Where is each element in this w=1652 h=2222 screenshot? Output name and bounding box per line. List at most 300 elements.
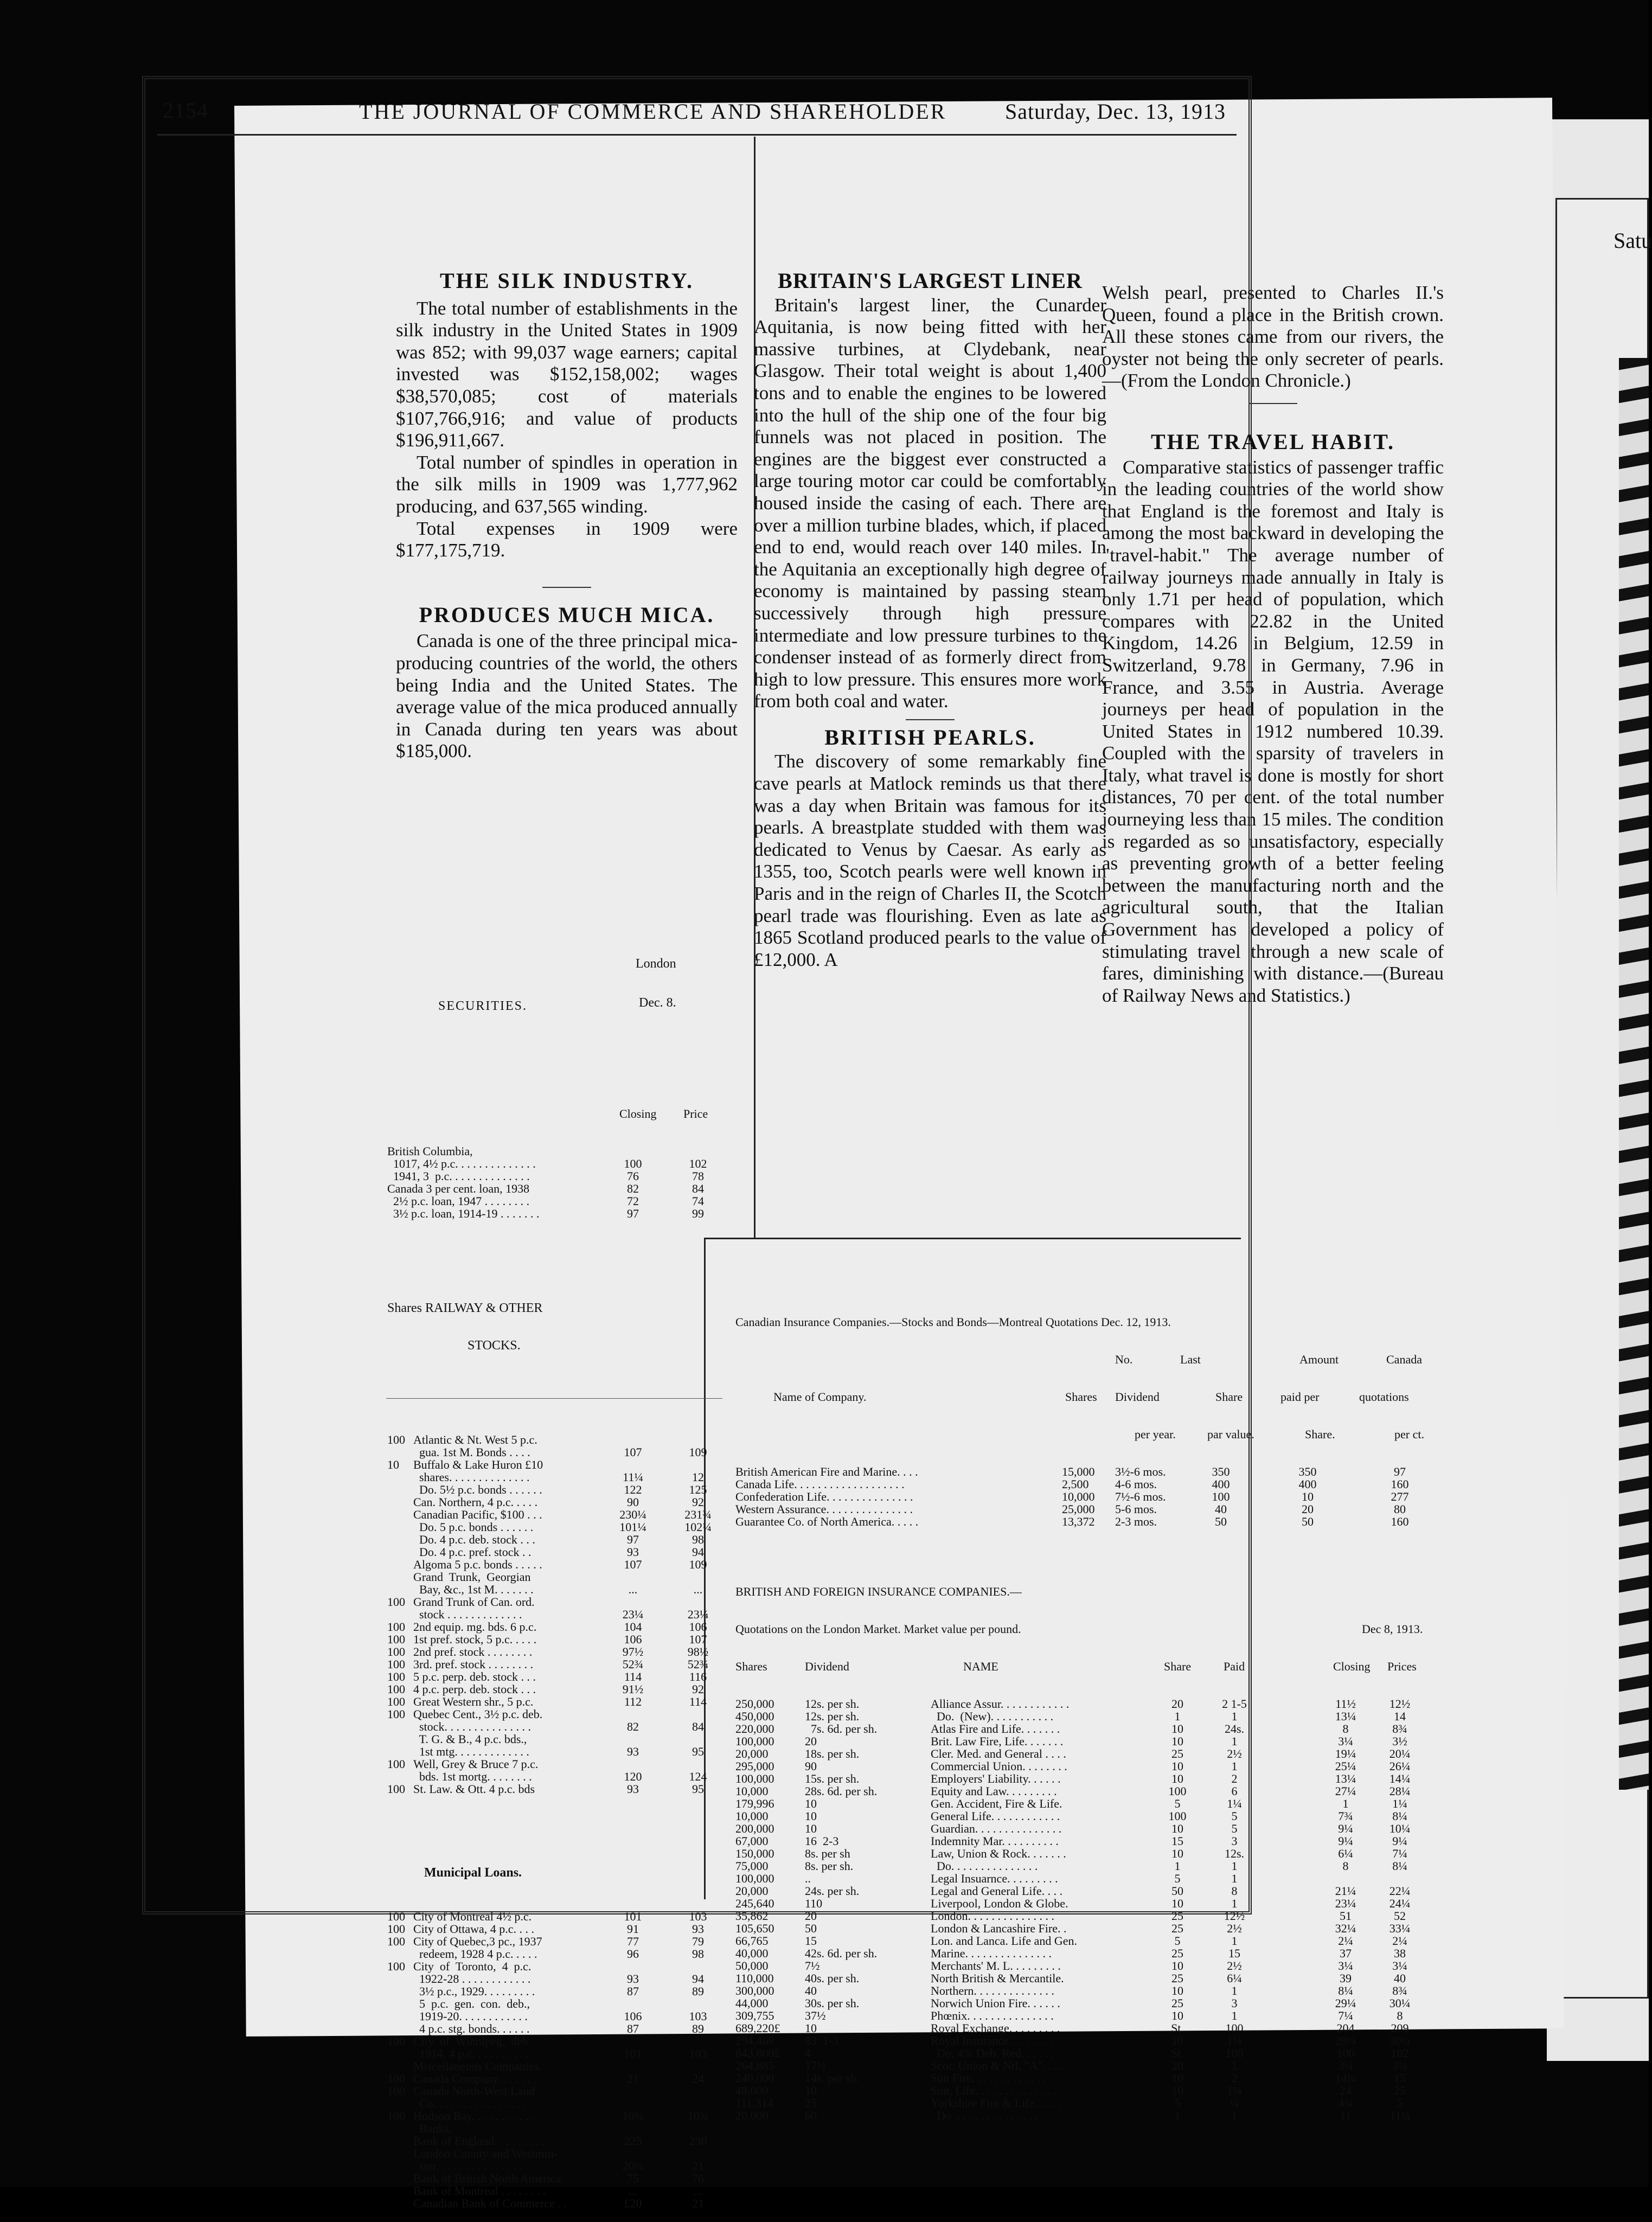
closing-value: 76 <box>627 1169 639 1183</box>
closing-value: 3¼ <box>1338 1959 1353 1973</box>
stock-name: Grand Trunk, Georgian <box>413 1570 531 1584</box>
stock-name: 2nd pref. stock . . . . . . . . <box>413 1645 533 1659</box>
amount-paid: 350 <box>1298 1465 1317 1478</box>
dividend: 10 <box>805 2084 817 2097</box>
dividend: 15s. per sh. <box>805 1772 860 1785</box>
table-row <box>386 1720 722 1733</box>
municipal-title: Municipal Loans. <box>424 1866 522 1880</box>
closing-value: 51 <box>1340 1909 1352 1923</box>
shares-count: 10,000 <box>1062 1490 1095 1503</box>
closing-value: 7¾ <box>1338 1809 1353 1823</box>
company-name: Law, Union & Rock. . . . . . . <box>931 1847 1066 1860</box>
dividend: .. <box>805 1872 811 1885</box>
loan-name: City of Montreal 4½ p.c. <box>413 1910 532 1923</box>
closing-value: 114 <box>624 1670 642 1683</box>
dividend: 12s. per sh. <box>805 1697 860 1711</box>
paid-value: 24s. <box>1224 1722 1245 1736</box>
table-row <box>386 1745 722 1758</box>
share-value: 100 <box>387 2072 405 2085</box>
closing-value: 91½ <box>622 1682 644 1696</box>
price-value: 21 <box>692 2159 704 2173</box>
loan-name: City of Ottawa, 4 p.c. . . . <box>413 1922 535 1936</box>
price-value: 15 <box>1394 2071 1406 2085</box>
price-value: 11¼ <box>1390 2109 1410 2122</box>
closing-value: 104 <box>624 1620 642 1634</box>
closing-value: 52¾ <box>622 1657 644 1671</box>
table-row <box>735 2059 1451 2072</box>
share-value: 10 <box>1171 1759 1183 1773</box>
price-value: 8¾ <box>1392 1722 1407 1736</box>
paid-value: 2 <box>1231 1772 1238 1785</box>
company-name: Do. 4% Deb. Red. . . . . . <box>931 2046 1054 2060</box>
stock-name: Atlantic & Nt. West 5 p.c. <box>413 1433 537 1446</box>
silk-article <box>396 270 738 763</box>
price-value: 52 <box>1394 1909 1406 1923</box>
share-value: 100 <box>387 1645 405 1659</box>
paid-value: 8 <box>1231 1884 1238 1898</box>
share-value: 100 <box>387 1935 405 1948</box>
table-row <box>386 2135 722 2147</box>
loan-name: Co. . . . . . . . . . . . . . . . <box>413 2097 526 2110</box>
price-value: 28¼ <box>1389 1784 1411 1798</box>
column-header: Shares <box>1065 1390 1097 1404</box>
shares-count: 20,000 <box>735 1884 769 1898</box>
column-header: Dividend <box>805 1660 849 1673</box>
price-value: 7¼ <box>1392 1847 1407 1860</box>
closing-value: 9¼ <box>1338 1822 1353 1835</box>
column-header: NAME <box>963 1660 998 1673</box>
par-value: 40 <box>1215 1502 1227 1516</box>
paid-value: 1 <box>1231 1897 1238 1910</box>
dividend: 4 <box>805 2046 811 2060</box>
table-row <box>386 1471 722 1483</box>
table-row <box>386 2010 722 2022</box>
share-value: 100 <box>1168 1784 1187 1798</box>
table-row <box>735 1822 1451 1835</box>
share-value: 10 <box>1171 1897 1183 1910</box>
company-name: Legal Insuarnce. . . . . . . . . <box>931 1872 1058 1885</box>
shares-count: 67,000 <box>735 1834 769 1848</box>
stock-name: shares. . . . . . . . . . . . . . <box>413 1470 530 1484</box>
closing-value: 1 <box>1342 1797 1349 1810</box>
closing-value: 13¼ <box>1335 1709 1356 1723</box>
table-row <box>735 1997 1451 2009</box>
closing-value: 23¼ <box>1335 1897 1356 1910</box>
liner-title: BRITAIN'S LARGEST LINER <box>778 268 1083 293</box>
price-value: 8¼ <box>1392 1859 1407 1873</box>
company-name: Commercial Union. . . . . . . . <box>931 1759 1067 1773</box>
paid-value: 5 <box>1231 1822 1238 1835</box>
shares-subtitle: STOCKS. <box>468 1339 521 1353</box>
closing-value: 96 <box>627 1947 639 1961</box>
share-value: 5 <box>1174 2096 1181 2110</box>
closing-value: 11 <box>1340 2109 1352 2122</box>
stock-name: 2nd equip. mg. bds. 6 p.c. <box>413 1620 537 1634</box>
table-row <box>735 1710 1451 1722</box>
share-value: 100 <box>387 1960 405 1973</box>
table-row <box>735 1810 1451 1822</box>
column-header: paid per <box>1280 1390 1320 1404</box>
share-value: 100 <box>387 1910 405 1923</box>
closing-value: 122 <box>624 1483 642 1496</box>
closing-value: 24 <box>1340 2084 1352 2097</box>
page-number: 2154 <box>163 98 208 123</box>
table-row <box>735 1490 1451 1503</box>
price-value: 1¼ <box>1392 1797 1407 1810</box>
closing-value: 112 <box>624 1695 642 1708</box>
table-row <box>386 1633 722 1645</box>
dividend: 90 <box>805 1759 817 1773</box>
closing-value: 39 <box>1340 1971 1352 1985</box>
paid-value: 1¼ <box>1227 2084 1242 2097</box>
shares-count: 66,765 <box>735 1934 769 1948</box>
table-row <box>386 1508 722 1521</box>
table-row <box>386 1645 722 1658</box>
share-value: 10 <box>1171 1847 1183 1860</box>
company-name: London. . . . . . . . . . . . . . . <box>931 1909 1054 1923</box>
price-value: 92 <box>692 1495 704 1509</box>
stock-name: bds. 1st mortg. . . . . . . . <box>413 1770 532 1783</box>
pearls-paragraph: The discovery of some remarkably fine cave pearls at Matlock reminds us that there was a day when Britain was famous for its pearls. A breastplate studded with them was dedicated to Venus by Caesar. As early as 1355, too, Scotch pearls were well known in Paris and in the reign of Charles II, the Scotch pearl trade was flourishing. Even as late as 1865 Scotland produced pearls to the value of £12,000. A <box>754 751 1106 970</box>
shares-count: 44,000 <box>735 1996 769 2010</box>
stock-name: T. G. & B., 4 p.c. bds., <box>413 1732 527 1746</box>
share-value: 50 <box>1171 1884 1183 1898</box>
share-value: 25 <box>1171 1909 1183 1923</box>
table-row <box>735 1910 1451 1922</box>
shares-count: 294,468 <box>735 2034 774 2047</box>
table-row <box>386 1973 722 1985</box>
price-value: 26¼ <box>1389 1759 1411 1773</box>
closing-value: 19¼ <box>1335 1747 1356 1760</box>
shares-count: 245,640 <box>735 1897 774 1910</box>
silk-paragraph: Total expenses in 1909 were $177,175,719. <box>396 517 738 561</box>
price-value: 74 <box>692 1194 704 1208</box>
company-name: Canada Life. . . . . . . . . . . . . . . . . . . <box>735 1477 905 1491</box>
table-row <box>386 1496 722 1508</box>
table-row <box>735 1478 1451 1490</box>
loan-name: Banks. <box>413 2122 452 2135</box>
price-value: 14 <box>1394 1709 1406 1723</box>
journal-title: THE JOURNAL OF COMMERCE AND SHAREHOLDER <box>359 99 947 124</box>
silk-paragraph: The total number of establishments in the silk industry in the United States in 1909 was 852; with 99,037 wage earners; capital invested was $152,158,002; wages $38,570,085; cost of materials $107,766,916; and value of products $196,911,667. <box>396 297 738 451</box>
table-row <box>735 1698 1451 1710</box>
price-value: 8¾ <box>1392 1984 1407 1997</box>
price-value: 125 <box>689 1483 707 1496</box>
paid-value: 1 <box>1231 1934 1238 1948</box>
share-value: 5 <box>1174 1872 1181 1885</box>
table-row <box>735 1772 1451 1785</box>
paid-value: 1 <box>1231 1872 1238 1885</box>
table-row <box>735 1747 1451 1760</box>
shares-count: 150,000 <box>735 1847 774 1860</box>
price-value: 95 <box>692 1782 704 1796</box>
table-row <box>386 2035 722 2047</box>
column-header: Dividend <box>1115 1390 1160 1404</box>
table-row <box>735 2072 1451 2084</box>
price-value: 95 <box>692 1745 704 1758</box>
loan-name: City of Quebec,3 pc., 1937 <box>413 1935 542 1948</box>
closing-value: 2¼ <box>1338 1934 1353 1948</box>
price-value: 8 <box>1397 2009 1403 2022</box>
paid-value: 6¼ <box>1227 1971 1242 1985</box>
shares-count: 50,000 <box>735 1959 769 1973</box>
share-value: 100 <box>387 1620 405 1634</box>
table-row <box>386 2197 722 2210</box>
price-value: 114 <box>689 1695 707 1708</box>
security-name: Canada 3 per cent. loan, 1938 <box>387 1182 530 1195</box>
price-value: 103 <box>689 2047 707 2060</box>
closing-value: 107 <box>624 1445 642 1459</box>
table-row <box>735 2022 1451 2034</box>
stock-name: Quebec Cent., 3½ p.c. deb. <box>413 1707 543 1721</box>
table-row <box>386 1658 722 1670</box>
share-value: 20 <box>1171 1697 1183 1711</box>
dividend: 20 <box>805 1734 817 1748</box>
share-value: 10 <box>1171 2084 1183 2097</box>
shares-count: 200,000 <box>735 1822 774 1835</box>
price-value: 94 <box>692 1545 704 1559</box>
company-name: London & Lancashire Fire. . <box>931 1922 1067 1935</box>
company-name: Western Assurance. . . . . . . . . . . . . . . <box>735 1502 913 1516</box>
company-name: Merchants' M. L. . . . . . . . . <box>931 1959 1061 1973</box>
loan-name: Bank of England. . . . . . . . . <box>413 2134 545 2148</box>
closing-value: 106 <box>624 2009 642 2023</box>
table-row <box>735 1947 1451 1960</box>
price-value: 10¾ <box>687 2109 709 2123</box>
closing-value: 101 <box>624 2047 642 2060</box>
price-value: 109 <box>689 1558 707 1571</box>
price-value: 102 <box>1391 2046 1409 2060</box>
company-name: Sun, Life. . . . . . . . . . . . . . <box>931 2084 1056 2097</box>
closing-value: 8 <box>1342 1722 1349 1736</box>
column-header: Last <box>1180 1353 1201 1366</box>
paid-value: 1 <box>1231 2009 1238 2022</box>
table-row <box>386 2185 722 2197</box>
securities-title: SECURITIES. <box>438 999 528 1013</box>
share-value: 100 <box>387 1682 405 1696</box>
closing-value: 8¼ <box>1338 1984 1353 1997</box>
price-value: 52¾ <box>687 1657 709 1671</box>
price-value: 102 <box>689 1157 707 1170</box>
stock-name: stock. . . . . . . . . . . . . . . <box>413 1720 531 1733</box>
dividend: 8s. per sh. <box>805 1859 854 1873</box>
company-name: Alliance Assur. . . . . . . . . . . . <box>931 1697 1070 1711</box>
table-row <box>386 2172 722 2185</box>
column-header: Name of Company. <box>773 1390 867 1404</box>
pearls-continued <box>1102 282 1444 1007</box>
quotation: 160 <box>1391 1515 1409 1528</box>
dividend: 3½-6 mos. <box>1115 1465 1166 1478</box>
price-value: 89 <box>692 1984 704 1998</box>
company-name: Indemnity Mar. . . . . . . . . . <box>931 1834 1059 1848</box>
closing-value: 77 <box>627 1935 639 1948</box>
par-value: 100 <box>1212 1490 1230 1503</box>
price-value: 89 <box>692 2022 704 2035</box>
stock-name: Do. 5 p.c. bonds . . . . . . <box>413 1520 534 1534</box>
stock-name: Well, Grey & Bruce 7 p.c. <box>413 1757 539 1771</box>
table-row <box>386 1583 722 1596</box>
price-value: 2¼ <box>1392 1934 1407 1948</box>
closing-value: 75 <box>627 2172 639 2185</box>
table-row <box>386 2110 722 2122</box>
dividend: 42s. 6d. per sh. <box>805 1946 878 1960</box>
shares-count: 309,755 <box>735 2009 774 2022</box>
company-name: British American Fire and Marine. . . . <box>735 1465 918 1478</box>
table-row <box>735 1885 1451 1897</box>
dividend: 18s. per sh. <box>805 1747 860 1760</box>
issue-date: Saturday, Dec. 13, 1913 <box>1005 99 1226 124</box>
column-header: Shares <box>735 1660 767 1673</box>
price-value: 14¼ <box>1389 1772 1411 1785</box>
closing-header: Closing <box>619 1107 657 1120</box>
shares-count: 15,000 <box>1062 1465 1095 1478</box>
table-row <box>386 2085 722 2097</box>
company-name: Employers' Liability. . . . . . <box>931 1772 1061 1785</box>
stock-name: 3rd. pref. stock . . . . . . . . <box>413 1657 534 1671</box>
price-value: 5 <box>1397 2096 1403 2110</box>
security-name: 1017, 4½ p.c. . . . . . . . . . . . . . <box>387 1157 536 1170</box>
company-name: Royal Insurance. . . . . . . . . <box>931 2034 1060 2047</box>
loan-name: 3½ p.c., 1929. . . . . . . . . <box>413 1984 535 1998</box>
paid-value: 1¼ <box>1227 2034 1242 2047</box>
share-value: 25 <box>1171 1922 1183 1935</box>
price-value: 107 <box>689 1632 707 1646</box>
closing-value: 21¼ <box>1335 1884 1356 1898</box>
closing-value: 23¼ <box>622 1608 644 1621</box>
table-row <box>735 1935 1451 1947</box>
mica-title: PRODUCES MUCH MICA. <box>419 602 715 627</box>
dividend: 40s. per sh. <box>805 1971 860 1985</box>
closing-value: 230¼ <box>619 1508 646 1521</box>
column-header: Prices <box>1387 1660 1417 1673</box>
paid-value: 1 <box>1231 2109 1238 2122</box>
dividend: 7s. 6d. per sh. <box>805 1722 878 1736</box>
closing-value: 82 <box>627 1720 639 1733</box>
closing-value: 91 <box>627 1922 639 1936</box>
divider <box>1248 403 1297 404</box>
closing-value: 87 <box>627 1984 639 1998</box>
table-row <box>386 1546 722 1558</box>
share-value: St. <box>1171 2021 1184 2035</box>
table-row <box>386 1758 722 1770</box>
stock-name: Bay, &c., 1st M. . . . . . . <box>413 1583 534 1596</box>
security-name: 2½ p.c. loan, 1947 . . . . . . . . <box>387 1194 530 1208</box>
table-row <box>735 1735 1451 1747</box>
table-row <box>386 1433 722 1446</box>
share-value: St. <box>1171 2046 1184 2060</box>
table-row <box>735 1515 1451 1528</box>
closing-value: 204 <box>1336 2021 1355 2035</box>
par-value: 50 <box>1215 1515 1227 1528</box>
stock-name: Do. 4 p.c. deb. stock . . . <box>413 1533 535 1546</box>
share-value: 10 <box>1171 1722 1183 1736</box>
closing-value: 20¼ <box>622 2159 644 2173</box>
closing-value: 6¼ <box>1338 1847 1353 1860</box>
shares-count: 75,000 <box>735 1859 769 1873</box>
dividend: 37½ <box>805 2009 826 2022</box>
table-row <box>735 2097 1451 2109</box>
table-row <box>386 1770 722 1783</box>
share-value: 25 <box>1171 1996 1183 2010</box>
price-value: 38 <box>1394 1946 1406 1960</box>
stock-name: 1st pref. stock, 5 p.c. . . . . <box>413 1632 537 1646</box>
price-value: ... <box>693 2184 703 2198</box>
table-row <box>386 1157 722 1170</box>
column-header: per year. <box>1135 1427 1176 1441</box>
price-value: 23¼ <box>687 1608 709 1621</box>
dividend: 60 <box>805 2109 817 2122</box>
shares-count: 2,500 <box>1062 1477 1089 1491</box>
shares-count: 220,000 <box>735 1722 774 1736</box>
price-value: 103 <box>689 1910 707 1923</box>
closing-value: 25¼ <box>1335 1759 1356 1773</box>
closing-value: 11½ <box>1335 1697 1356 1711</box>
price-value: 30¼ <box>1389 2034 1411 2047</box>
table-row <box>386 1170 722 1182</box>
table-row <box>386 1608 722 1621</box>
dividend: 30s. per sh. <box>805 1996 860 2010</box>
price-value: 230 <box>689 2134 707 2148</box>
closing-value: 97 <box>627 1207 639 1220</box>
share-value: 100 <box>387 1595 405 1609</box>
table-row <box>735 1835 1451 1847</box>
share-value: 10 <box>1171 1772 1183 1785</box>
price-value: 30¼ <box>1389 1996 1411 2010</box>
table-row <box>735 1847 1451 1860</box>
table-row <box>735 1722 1451 1735</box>
share-value: 100 <box>387 1433 405 1446</box>
par-value: 350 <box>1212 1465 1230 1478</box>
column-header: quotations <box>1359 1390 1409 1404</box>
table-row <box>386 2160 722 2172</box>
quotation: 277 <box>1391 1490 1409 1503</box>
closing-value: 72 <box>627 1194 639 1208</box>
paid-value: 2½ <box>1227 1959 1242 1973</box>
stock-name: St. Law. & Ott. 4 p.c. bds <box>413 1782 535 1796</box>
shares-count: 300,000 <box>735 1984 774 1997</box>
price-value: 94 <box>692 1972 704 1986</box>
price-value: 33¼ <box>1389 1922 1411 1935</box>
closing-value: 3¼ <box>1338 2059 1353 2072</box>
price-value: 109 <box>689 1445 707 1459</box>
table-row <box>735 1860 1451 1872</box>
shares-count: 10,000 <box>735 1784 769 1798</box>
company-name: Lon. and Lanca. Life and Gen. <box>931 1934 1077 1948</box>
price-value: 93 <box>692 1922 704 1936</box>
security-name: 1941, 3 p.c. . . . . . . . . . . . . . <box>387 1169 530 1183</box>
closing-value: 10¼ <box>622 2109 644 2123</box>
paid-value: 1 <box>1231 1759 1238 1773</box>
table-row <box>386 1783 722 1795</box>
amount-paid: 10 <box>1302 1490 1314 1503</box>
table-row <box>386 1935 722 1948</box>
share-value: 100 <box>387 2109 405 2123</box>
loan-name: City of Winnipeg, deb. <box>413 2034 532 2048</box>
company-name: General Life. . . . . . . . . . . . <box>931 1809 1060 1823</box>
british-insurance-subtitle: Quotations on the London Market. Market value per pound. <box>735 1622 1021 1636</box>
paid-value: 12½ <box>1224 1909 1245 1923</box>
share-value: 100 <box>387 1707 405 1721</box>
table-row <box>735 1984 1451 1997</box>
table-row <box>386 2097 722 2110</box>
table-row <box>386 1733 722 1745</box>
shares-count: 179,996 <box>735 1797 774 1810</box>
closing-value: 11¼ <box>623 1470 643 1484</box>
shares-count: 105,650 <box>735 1922 774 1935</box>
company-name: Brit. Law Fire, Life. . . . . . . <box>931 1734 1064 1748</box>
dividend: 83 1-3 <box>805 2034 839 2047</box>
table-row <box>735 2109 1451 2122</box>
